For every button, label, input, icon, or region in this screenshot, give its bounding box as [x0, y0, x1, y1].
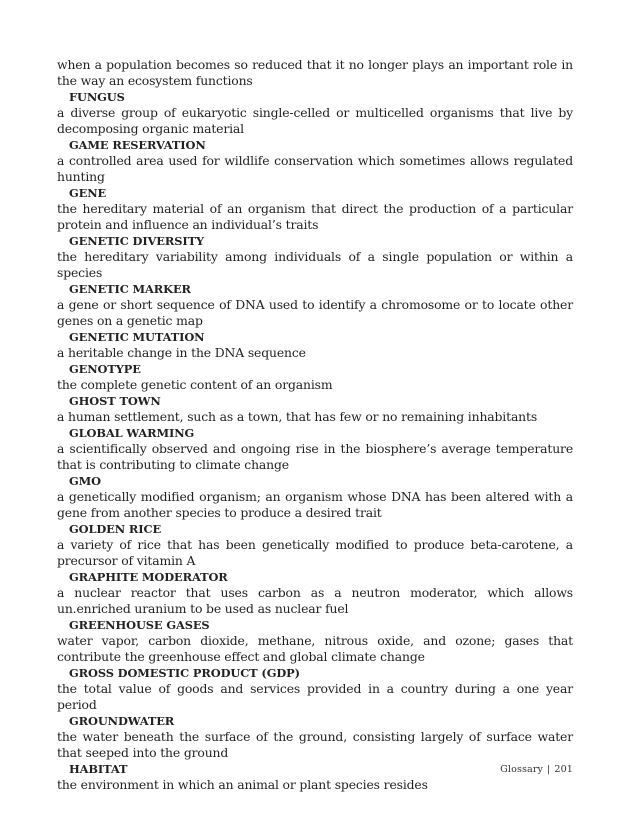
- glossary-term: GOLDEN RICE: [69, 522, 162, 536]
- page-footer: [500, 764, 573, 775]
- glossary-entry: [57, 137, 573, 185]
- glossary-entry: [57, 329, 573, 361]
- glossary-term: GRAPHITE MODERATOR: [69, 570, 228, 584]
- glossary-definition: the hereditary material of an organism that direct the production of a particular protein and influence an individual’s traits: [57, 201, 573, 232]
- glossary-definition: the hereditary variability among individuals of a single population or within a species: [57, 249, 573, 280]
- glossary-term: GLOBAL WARMING: [69, 426, 195, 440]
- glossary-term: GROSS DOMESTIC PRODUCT (GDP): [69, 666, 300, 680]
- footer-section-name: Glossary: [500, 764, 544, 775]
- glossary-entry: [57, 761, 573, 793]
- glossary-entry: [57, 665, 573, 713]
- glossary-term: GENE: [69, 186, 107, 200]
- glossary-entry: [57, 617, 573, 665]
- glossary-definition: a heritable change in the DNA sequence: [57, 345, 306, 360]
- glossary-body: [57, 57, 573, 793]
- glossary-entry: [57, 89, 573, 137]
- glossary-definition: a human settlement, such as a town, that has few or no remaining inhabitants: [57, 409, 538, 424]
- glossary-term: GMO: [69, 474, 101, 488]
- glossary-definition: a gene or short sequence of DNA used to identify a chromosome or to locate other genes on a genetic map: [57, 297, 573, 328]
- glossary-term: HABITAT: [69, 762, 128, 776]
- glossary-entry: [57, 393, 573, 425]
- glossary-definition: the water beneath the surface of the ground, consisting largely of surface water that seeped into the ground: [57, 729, 573, 760]
- glossary-definition: a genetically modified organism; an organism whose DNA has been altered with a gene from another species to produce a desired trait: [57, 489, 573, 520]
- glossary-entries: [57, 89, 573, 793]
- glossary-term: GENETIC DIVERSITY: [69, 234, 204, 248]
- glossary-term: GREENHOUSE GASES: [69, 618, 210, 632]
- glossary-definition: water vapor, carbon dioxide, methane, nitrous oxide, and ozone; gases that contribute the greenhouse effect and global climate change: [57, 633, 573, 664]
- glossary-definition: the complete genetic content of an organism: [57, 377, 333, 392]
- glossary-definition: a scientifically observed and ongoing rise in the biosphere’s average temperature that is contributing to climate change: [57, 441, 573, 472]
- glossary-term: FUNGUS: [69, 90, 125, 104]
- glossary-entry: [57, 473, 573, 521]
- glossary-definition: the total value of goods and services provided in a country during a one year period: [57, 681, 573, 712]
- glossary-entry: [57, 361, 573, 393]
- glossary-definition: a controlled area used for wildlife conservation which sometimes allows regulated hunting: [57, 153, 573, 184]
- glossary-entry: [57, 713, 573, 761]
- glossary-term: GENETIC MUTATION: [69, 330, 205, 344]
- glossary-term: GAME RESERVATION: [69, 138, 206, 152]
- glossary-entry: [57, 521, 573, 569]
- glossary-entry: [57, 185, 573, 233]
- glossary-term: GROUNDWATER: [69, 714, 175, 728]
- continued-definition: when a population becomes so reduced that it no longer plays an important role in the way an ecosystem functions: [57, 57, 573, 88]
- glossary-entry: [57, 233, 573, 281]
- glossary-term: GHOST TOWN: [69, 394, 161, 408]
- glossary-entry: [57, 425, 573, 473]
- glossary-definition: the environment in which an animal or plant species resides: [57, 777, 428, 792]
- glossary-definition: a diverse group of eukaryotic single-celled or multicelled organisms that live by decomposing organic material: [57, 105, 573, 136]
- glossary-definition: a variety of rice that has been genetically modified to produce beta-carotene, a precursor of vitamin A: [57, 537, 573, 568]
- footer-separator: |: [547, 764, 551, 775]
- glossary-entry: [57, 281, 573, 329]
- glossary-term: GENETIC MARKER: [69, 282, 191, 296]
- page-number: 201: [554, 764, 573, 775]
- glossary-definition: a nuclear reactor that uses carbon as a neutron moderator, which allows un.enriched uranium to be used as nuclear fuel: [57, 585, 573, 616]
- glossary-entry: [57, 569, 573, 617]
- glossary-term: GENOTYPE: [69, 362, 141, 376]
